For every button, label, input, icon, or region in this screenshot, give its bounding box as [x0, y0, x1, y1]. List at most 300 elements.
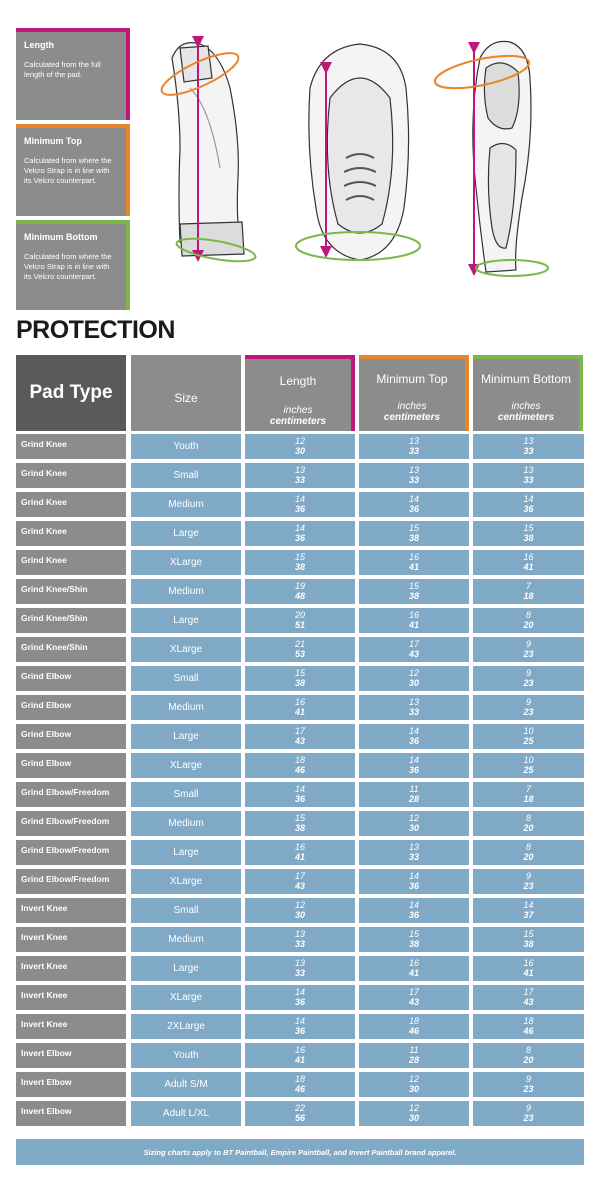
size-cell: 2XLarge — [131, 1014, 241, 1039]
min-bottom-centimeters: 46 — [523, 1026, 534, 1036]
table-row — [16, 869, 584, 894]
min-bottom-cell — [473, 811, 584, 836]
table-row — [16, 724, 584, 749]
min-top-inches: 12 — [408, 1103, 419, 1113]
min-bottom-inches: 10 — [523, 755, 534, 765]
min-bottom-inches: 8 — [525, 1045, 531, 1055]
min-top-cell — [359, 724, 469, 749]
min-bottom-centimeters: 41 — [523, 968, 534, 978]
min-top-inches: 15 — [408, 581, 419, 591]
header-min-top-unit-cm: centimeters — [383, 412, 441, 423]
min-top-cell — [359, 637, 469, 662]
min-top-centimeters: 41 — [408, 968, 419, 978]
min-bottom-centimeters: 23 — [523, 678, 534, 688]
length-centimeters: 41 — [294, 852, 305, 862]
pad-type-cell: Invert Knee — [16, 898, 126, 923]
pad-type-cell: Invert Elbow — [16, 1101, 126, 1126]
min-bottom-centimeters: 36 — [523, 504, 534, 514]
length-cell — [245, 1043, 355, 1068]
length-cell — [245, 492, 355, 517]
length-inches: 14 — [294, 523, 305, 533]
min-bottom-inches: 8 — [525, 813, 531, 823]
size-cell: Youth — [131, 1043, 241, 1068]
size-cell: Medium — [131, 492, 241, 517]
length-cell — [245, 753, 355, 778]
legend-length-title: Length — [24, 40, 54, 50]
size-cell: Large — [131, 724, 241, 749]
min-bottom-cell — [473, 1043, 584, 1068]
pad-type-cell: Invert Knee — [16, 956, 126, 981]
min-bottom-cell — [473, 927, 584, 952]
legend-min-top-title: Minimum Top — [24, 136, 82, 146]
min-top-cell — [359, 463, 469, 488]
min-top-cell — [359, 811, 469, 836]
min-bottom-cell — [473, 724, 584, 749]
min-bottom-cell — [473, 956, 584, 981]
min-bottom-centimeters: 38 — [523, 939, 534, 949]
length-inches: 14 — [294, 1016, 305, 1026]
pad-type-cell: Grind Elbow — [16, 724, 126, 749]
table-row — [16, 985, 584, 1010]
min-top-centimeters: 43 — [408, 997, 419, 1007]
min-bottom-centimeters: 23 — [523, 881, 534, 891]
pad-type-cell: Grind Knee — [16, 550, 126, 575]
min-top-inches: 13 — [408, 842, 419, 852]
legend-length-description: Calculated from the full length of the pad. — [24, 60, 101, 79]
min-bottom-cell — [473, 1101, 584, 1126]
header-min-top-label: Minimum Top — [376, 372, 448, 387]
length-centimeters: 46 — [294, 765, 305, 775]
pad-type-cell: Grind Elbow — [16, 695, 126, 720]
legend-min-bottom — [16, 220, 130, 310]
min-top-centimeters: 30 — [408, 1113, 419, 1123]
min-top-inches: 17 — [408, 639, 419, 649]
min-top-inches: 14 — [408, 900, 419, 910]
table-row — [16, 1101, 584, 1126]
min-top-centimeters: 38 — [408, 591, 419, 601]
table-row — [16, 521, 584, 546]
length-cell — [245, 521, 355, 546]
min-top-inches: 15 — [408, 929, 419, 939]
length-cell — [245, 898, 355, 923]
min-top-inches: 12 — [408, 1074, 419, 1084]
min-top-centimeters: 36 — [408, 504, 419, 514]
length-cell — [245, 1072, 355, 1097]
size-cell: Medium — [131, 811, 241, 836]
min-top-cell — [359, 840, 469, 865]
min-bottom-cell — [473, 753, 584, 778]
pad-type-cell: Grind Elbow/Freedom — [16, 869, 126, 894]
size-cell: Small — [131, 463, 241, 488]
min-top-centimeters: 30 — [408, 678, 419, 688]
length-centimeters: 33 — [294, 475, 305, 485]
legend-min-bottom-title: Minimum Bottom — [24, 232, 98, 242]
table-row — [16, 1014, 584, 1039]
min-top-inches: 13 — [408, 436, 419, 446]
header-length — [245, 355, 355, 431]
elbow-pad-icon — [157, 42, 257, 266]
header-min-bottom-unit-cm: centimeters — [497, 412, 555, 423]
length-cell — [245, 724, 355, 749]
min-bottom-centimeters: 23 — [523, 1084, 534, 1094]
size-cell: Medium — [131, 579, 241, 604]
min-bottom-inches: 14 — [523, 494, 534, 504]
pad-type-cell: Invert Elbow — [16, 1043, 126, 1068]
min-bottom-cell — [473, 608, 584, 633]
min-bottom-centimeters: 20 — [523, 1055, 534, 1065]
length-inches: 12 — [294, 436, 305, 446]
length-inches: 13 — [294, 929, 305, 939]
min-top-cell — [359, 985, 469, 1010]
table-row — [16, 666, 584, 691]
min-top-inches: 14 — [408, 755, 419, 765]
min-bottom-centimeters: 23 — [523, 707, 534, 717]
min-bottom-inches: 8 — [525, 842, 531, 852]
min-top-inches: 17 — [408, 987, 419, 997]
length-cell — [245, 1014, 355, 1039]
length-cell — [245, 550, 355, 575]
size-cell: Medium — [131, 927, 241, 952]
length-inches: 14 — [294, 987, 305, 997]
min-bottom-inches: 9 — [525, 1074, 531, 1084]
knee-shin-pad-icon — [432, 41, 548, 276]
min-bottom-centimeters: 18 — [523, 591, 534, 601]
min-top-cell — [359, 1043, 469, 1068]
min-bottom-inches: 17 — [523, 987, 534, 997]
min-bottom-inches: 15 — [523, 929, 534, 939]
length-centimeters: 36 — [294, 504, 305, 514]
min-top-cell — [359, 579, 469, 604]
pad-type-cell: Grind Knee — [16, 492, 126, 517]
length-inches: 19 — [294, 581, 305, 591]
table-row — [16, 927, 584, 952]
min-top-inches: 12 — [408, 668, 419, 678]
length-cell — [245, 811, 355, 836]
length-centimeters: 36 — [294, 1026, 305, 1036]
size-cell: XLarge — [131, 637, 241, 662]
min-top-centimeters: 33 — [408, 707, 419, 717]
length-centimeters: 43 — [294, 736, 305, 746]
min-top-centimeters: 43 — [408, 649, 419, 659]
length-cell — [245, 840, 355, 865]
table-row — [16, 463, 584, 488]
min-bottom-inches: 9 — [525, 1103, 531, 1113]
min-bottom-inches: 7 — [525, 784, 531, 794]
length-centimeters: 48 — [294, 591, 305, 601]
length-centimeters: 56 — [294, 1113, 305, 1123]
min-top-inches: 15 — [408, 523, 419, 533]
header-min-bottom — [473, 355, 583, 431]
pad-type-cell: Grind Elbow — [16, 753, 126, 778]
size-cell: Small — [131, 782, 241, 807]
length-cell — [245, 956, 355, 981]
table-row — [16, 753, 584, 778]
min-top-inches: 16 — [408, 552, 419, 562]
size-cell: Small — [131, 666, 241, 691]
min-top-cell — [359, 666, 469, 691]
table-row — [16, 550, 584, 575]
length-centimeters: 33 — [294, 939, 305, 949]
table-row — [16, 956, 584, 981]
pad-type-cell: Invert Elbow — [16, 1072, 126, 1097]
pad-illustrations — [150, 28, 590, 290]
section-title: PROTECTION — [16, 316, 175, 344]
min-bottom-inches: 8 — [525, 610, 531, 620]
footer-note: Sizing charts apply to BT Paintball, Empire Paintball, and Invert Paintball brand apparel. — [16, 1139, 584, 1165]
min-top-centimeters: 36 — [408, 881, 419, 891]
min-bottom-cell — [473, 434, 584, 459]
header-min-top-unit-inches: inches — [397, 401, 427, 412]
length-inches: 16 — [294, 697, 305, 707]
min-top-centimeters: 41 — [408, 562, 419, 572]
length-centimeters: 46 — [294, 1084, 305, 1094]
table-row — [16, 579, 584, 604]
legend-min-top-description: Calculated from where the Velcro Strap is in line with its Velcro counterpart. — [24, 156, 112, 185]
min-top-cell — [359, 927, 469, 952]
length-cell — [245, 985, 355, 1010]
table-row — [16, 434, 584, 459]
length-cell — [245, 608, 355, 633]
length-centimeters: 36 — [294, 997, 305, 1007]
length-centimeters: 30 — [294, 446, 305, 456]
pad-type-cell: Grind Knee/Shin — [16, 579, 126, 604]
min-top-inches: 14 — [408, 494, 419, 504]
min-top-cell — [359, 521, 469, 546]
min-top-inches: 16 — [408, 610, 419, 620]
min-top-inches: 14 — [408, 726, 419, 736]
length-cell — [245, 666, 355, 691]
min-bottom-inches: 9 — [525, 871, 531, 881]
legend-length — [16, 28, 130, 120]
min-bottom-centimeters: 41 — [523, 562, 534, 572]
min-bottom-cell — [473, 521, 584, 546]
pad-type-cell: Grind Elbow/Freedom — [16, 811, 126, 836]
length-centimeters: 36 — [294, 794, 305, 804]
min-top-centimeters: 36 — [408, 910, 419, 920]
length-inches: 12 — [294, 900, 305, 910]
pad-type-cell: Grind Elbow/Freedom — [16, 782, 126, 807]
min-bottom-inches: 18 — [523, 1016, 534, 1026]
pad-type-cell: Grind Knee/Shin — [16, 637, 126, 662]
min-top-centimeters: 30 — [408, 823, 419, 833]
header-length-unit-cm: centimeters — [269, 416, 327, 427]
min-top-centimeters: 36 — [408, 736, 419, 746]
min-top-cell — [359, 1072, 469, 1097]
header-size: Size — [131, 355, 241, 431]
min-bottom-cell — [473, 898, 584, 923]
min-top-inches: 14 — [408, 871, 419, 881]
length-inches: 18 — [294, 1074, 305, 1084]
header-pad-type: Pad Type — [16, 355, 126, 431]
size-cell: Large — [131, 521, 241, 546]
min-bottom-cell — [473, 637, 584, 662]
min-bottom-inches: 13 — [523, 465, 534, 475]
length-inches: 15 — [294, 813, 305, 823]
min-bottom-centimeters: 18 — [523, 794, 534, 804]
min-bottom-centimeters: 33 — [523, 475, 534, 485]
table-row — [16, 840, 584, 865]
min-bottom-inches: 14 — [523, 900, 534, 910]
legend-min-bottom-description: Calculated from where the Velcro Strap is in line with its Velcro counterpart. — [24, 252, 112, 281]
legend-min-top — [16, 124, 130, 216]
size-table-body — [16, 434, 584, 1130]
length-cell — [245, 927, 355, 952]
table-row — [16, 695, 584, 720]
min-bottom-centimeters: 20 — [523, 620, 534, 630]
table-row — [16, 811, 584, 836]
length-centimeters: 30 — [294, 910, 305, 920]
size-cell: Large — [131, 956, 241, 981]
pad-type-cell: Grind Elbow — [16, 666, 126, 691]
min-bottom-inches: 10 — [523, 726, 534, 736]
table-row — [16, 492, 584, 517]
min-top-centimeters: 41 — [408, 620, 419, 630]
length-centimeters: 41 — [294, 707, 305, 717]
min-top-cell — [359, 956, 469, 981]
pad-type-cell: Invert Knee — [16, 1014, 126, 1039]
min-bottom-inches: 15 — [523, 523, 534, 533]
length-inches: 22 — [294, 1103, 305, 1113]
size-cell: XLarge — [131, 869, 241, 894]
min-bottom-inches: 9 — [525, 639, 531, 649]
length-cell — [245, 579, 355, 604]
length-inches: 21 — [294, 639, 305, 649]
length-inches: 13 — [294, 465, 305, 475]
min-top-centimeters: 28 — [408, 794, 419, 804]
min-bottom-centimeters: 33 — [523, 446, 534, 456]
min-bottom-cell — [473, 1014, 584, 1039]
length-inches: 20 — [294, 610, 305, 620]
size-cell: Large — [131, 840, 241, 865]
size-cell: Medium — [131, 695, 241, 720]
length-inches: 13 — [294, 958, 305, 968]
min-top-cell — [359, 1101, 469, 1126]
length-cell — [245, 463, 355, 488]
length-cell — [245, 434, 355, 459]
min-bottom-cell — [473, 579, 584, 604]
min-bottom-cell — [473, 985, 584, 1010]
header-min-top — [359, 355, 469, 431]
min-bottom-cell — [473, 492, 584, 517]
min-top-inches: 13 — [408, 465, 419, 475]
size-cell: XLarge — [131, 550, 241, 575]
measurement-legend — [16, 28, 130, 314]
min-bottom-centimeters: 25 — [523, 765, 534, 775]
min-bottom-inches: 7 — [525, 581, 531, 591]
min-top-centimeters: 28 — [408, 1055, 419, 1065]
min-top-cell — [359, 492, 469, 517]
min-bottom-centimeters: 20 — [523, 852, 534, 862]
min-top-centimeters: 33 — [408, 446, 419, 456]
min-bottom-cell — [473, 695, 584, 720]
min-top-cell — [359, 434, 469, 459]
table-row — [16, 782, 584, 807]
size-cell: XLarge — [131, 753, 241, 778]
pad-type-cell: Grind Knee — [16, 463, 126, 488]
min-bottom-cell — [473, 550, 584, 575]
table-row — [16, 637, 584, 662]
length-centimeters: 43 — [294, 881, 305, 891]
min-bottom-cell — [473, 1072, 584, 1097]
min-top-centimeters: 33 — [408, 475, 419, 485]
min-bottom-cell — [473, 666, 584, 691]
pad-type-cell: Grind Knee — [16, 521, 126, 546]
min-top-centimeters: 38 — [408, 533, 419, 543]
length-centimeters: 53 — [294, 649, 305, 659]
size-cell: XLarge — [131, 985, 241, 1010]
min-bottom-cell — [473, 463, 584, 488]
header-min-bottom-label: Minimum Bottom — [480, 372, 572, 387]
min-bottom-cell — [473, 840, 584, 865]
length-inches: 18 — [294, 755, 305, 765]
min-top-centimeters: 38 — [408, 939, 419, 949]
length-centimeters: 51 — [294, 620, 305, 630]
min-top-cell — [359, 753, 469, 778]
size-cell: Adult L/XL — [131, 1101, 241, 1126]
min-bottom-inches: 9 — [525, 668, 531, 678]
min-top-inches: 11 — [409, 1045, 419, 1055]
table-row — [16, 1072, 584, 1097]
pad-type-cell: Grind Knee/Shin — [16, 608, 126, 633]
min-top-inches: 11 — [409, 784, 419, 794]
length-cell — [245, 1101, 355, 1126]
table-row — [16, 608, 584, 633]
min-top-inches: 18 — [408, 1016, 419, 1026]
min-bottom-cell — [473, 869, 584, 894]
min-top-cell — [359, 1014, 469, 1039]
min-bottom-inches: 13 — [523, 436, 534, 446]
header-min-bottom-unit-inches: inches — [511, 401, 541, 412]
header-length-unit-inches: inches — [283, 405, 313, 416]
length-centimeters: 33 — [294, 968, 305, 978]
min-top-cell — [359, 608, 469, 633]
table-row — [16, 898, 584, 923]
size-cell: Adult S/M — [131, 1072, 241, 1097]
header-length-label: Length — [279, 374, 317, 389]
table-row — [16, 1043, 584, 1068]
length-cell — [245, 637, 355, 662]
pad-type-cell: Grind Knee — [16, 434, 126, 459]
length-inches: 14 — [294, 494, 305, 504]
min-top-centimeters: 36 — [408, 765, 419, 775]
min-top-cell — [359, 550, 469, 575]
min-bottom-inches: 16 — [523, 552, 534, 562]
length-cell — [245, 695, 355, 720]
min-top-cell — [359, 695, 469, 720]
size-cell: Small — [131, 898, 241, 923]
min-bottom-centimeters: 23 — [523, 649, 534, 659]
min-top-inches: 13 — [408, 697, 419, 707]
min-top-centimeters: 30 — [408, 1084, 419, 1094]
pad-type-cell: Grind Elbow/Freedom — [16, 840, 126, 865]
min-bottom-centimeters: 38 — [523, 533, 534, 543]
min-top-cell — [359, 898, 469, 923]
length-centimeters: 38 — [294, 823, 305, 833]
min-bottom-cell — [473, 782, 584, 807]
length-cell — [245, 782, 355, 807]
length-inches: 16 — [294, 842, 305, 852]
length-centimeters: 41 — [294, 1055, 305, 1065]
min-top-cell — [359, 782, 469, 807]
length-centimeters: 36 — [294, 533, 305, 543]
length-centimeters: 38 — [294, 562, 305, 572]
knee-pad-icon — [296, 44, 420, 260]
pad-type-cell: Invert Knee — [16, 927, 126, 952]
length-inches: 16 — [294, 1045, 305, 1055]
length-centimeters: 38 — [294, 678, 305, 688]
length-inches: 14 — [294, 784, 305, 794]
length-inches: 17 — [294, 871, 305, 881]
